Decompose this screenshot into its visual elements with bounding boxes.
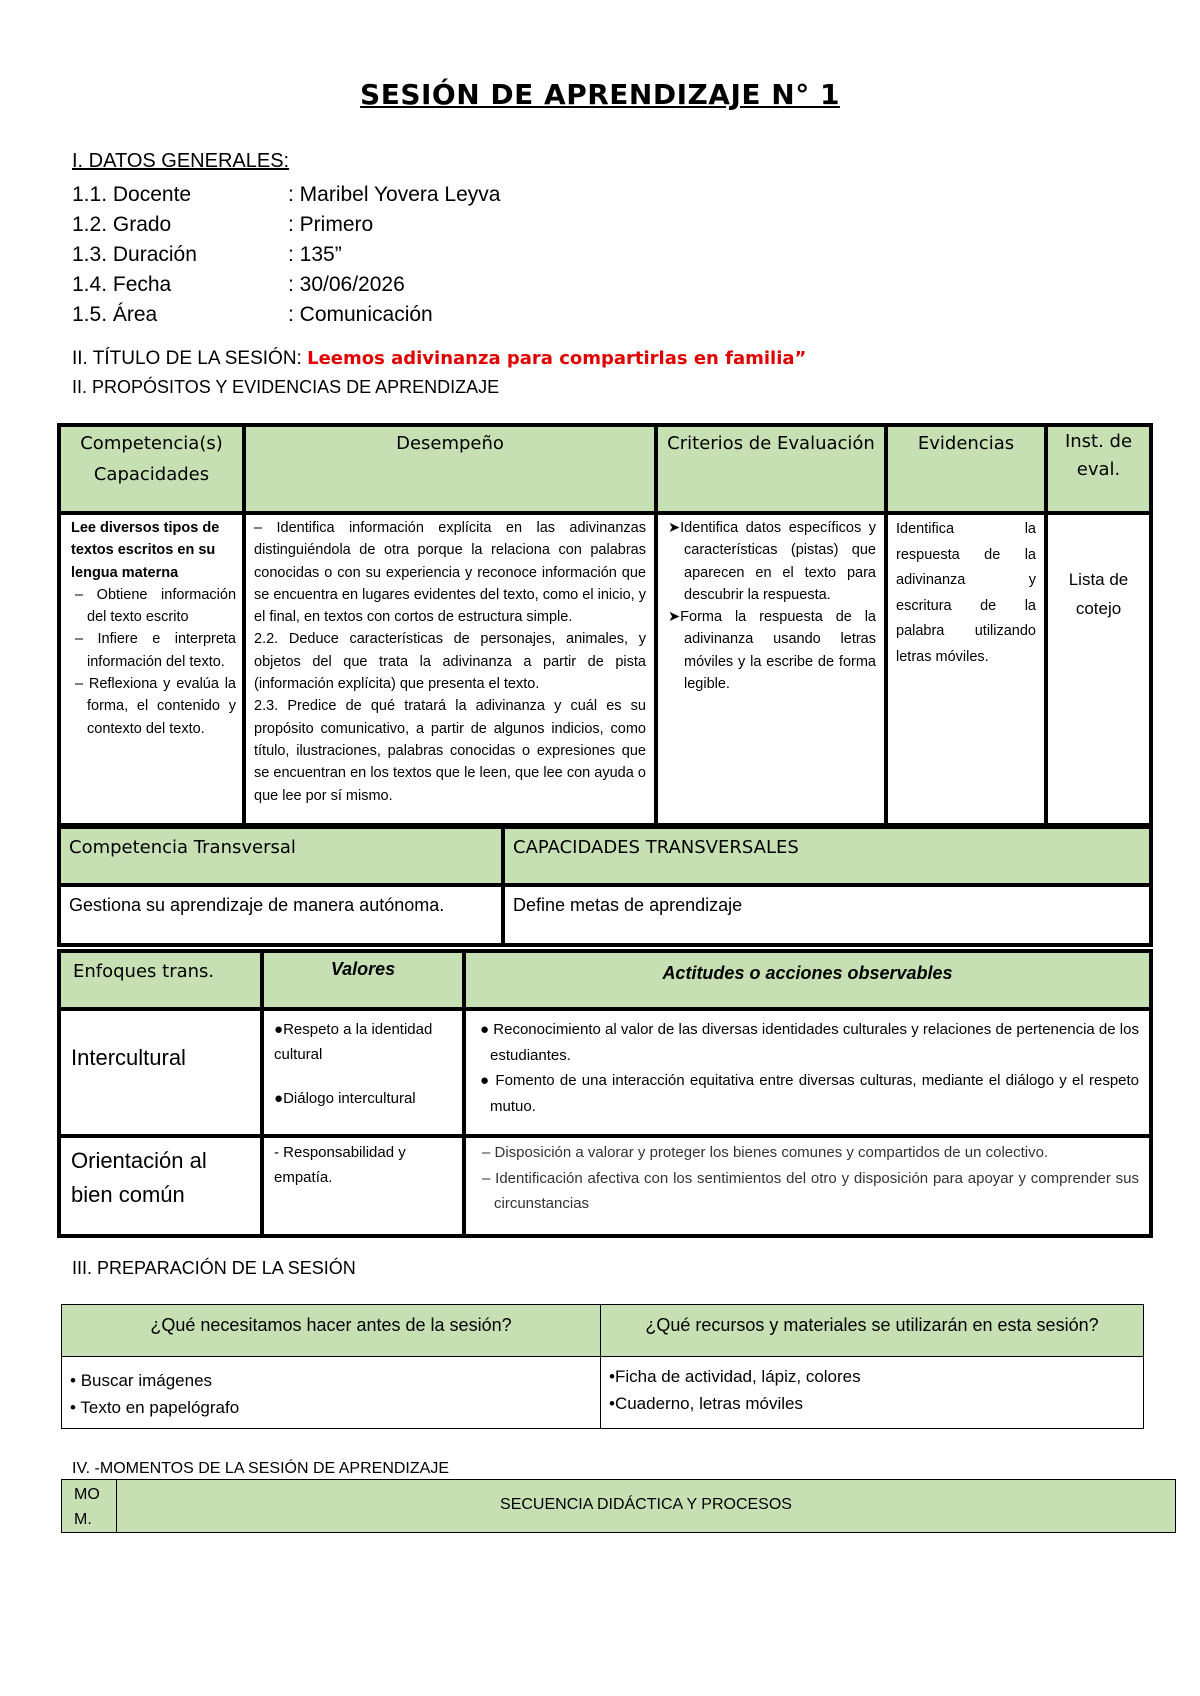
header-evidencias: Evidencias [886, 425, 1046, 513]
datos-value: : 30/06/2026 [288, 273, 405, 296]
valor-text: Diálogo intercultural [283, 1090, 416, 1107]
enfoque-intercultural: Intercultural [59, 1009, 262, 1136]
header-criterios: Criterios de Evaluación [656, 425, 886, 513]
preparacion-a1 [62, 1357, 601, 1429]
arrow-bullet-icon: ➤ [668, 520, 681, 536]
actitud-item: ● Reconocimiento al valor de las diversas identidades culturales y relaciones de pertenencia de los estudiantes. [480, 1021, 1139, 1064]
datos-value: : Maribel Yovera Leyva [288, 183, 501, 206]
enfoque-bien-comun: Orientación al bien común [59, 1136, 262, 1236]
criterios-cell [656, 513, 886, 825]
preparacion-item-text: Ficha de actividad, lápiz, colores [614, 1367, 861, 1386]
capacidad-text: Infiere e interpreta información del texto. [87, 631, 236, 670]
enfoques-table [57, 949, 1153, 1238]
transversal-table [57, 825, 1153, 947]
preparacion-item: •Cuaderno, letras móviles [609, 1394, 803, 1413]
capacidad-transversal-value: Define metas de aprendizaje [503, 885, 1151, 945]
preparacion-item: •Ficha de actividad, lápiz, colores [609, 1367, 861, 1386]
momentos-heading: IV. -MOMENTOS DE LA SESIÓN DE APRENDIZAJE [72, 1460, 449, 1477]
actitud-text: Fomento de una interacción equitativa entre diversas culturas, mediante el diálogo y el respeto mutuo. [490, 1072, 1140, 1115]
competencia-title: Lee diversos tipos de textos escritos en su lengua materna [71, 520, 220, 581]
valor-text: Respeto a la identidad cultural [274, 1021, 433, 1063]
desempeno-cell [244, 513, 656, 825]
desempeno-item: 2.2. Deduce características de personajes, animales, y objetos del que trata la adivinanza a partir de pista (información explícita) que presenta el texto. [254, 631, 646, 693]
datos-label: 1.4. Fecha [72, 273, 172, 296]
actitud-item: ● Fomento de una interacción equitativa entre diversas culturas, mediante el diálogo y el respeto mutuo. [480, 1072, 1140, 1115]
criterio-item [666, 517, 876, 606]
capacidad-text: Obtiene información del texto escrito [87, 586, 237, 626]
preparacion-item-text: Texto en papelógrafo [80, 1398, 240, 1417]
valor-item: ●Respeto a la identidad cultural [274, 1021, 433, 1063]
preparacion-q1: ¿Qué necesitamos hacer antes de la sesión? [62, 1305, 601, 1357]
capacidades-list [71, 584, 236, 740]
criterio-text: Identifica datos específicos y características (pistas) que aparecen en el texto para descubrir la respuesta. [680, 520, 876, 603]
capacidad-item: – Reflexiona y evalúa la forma, el contenido y contexto del texto. [75, 676, 236, 737]
datos-list [72, 180, 672, 330]
preparacion-q2: ¿Qué recursos y materiales se utilizarán en esta sesión? [601, 1305, 1144, 1357]
capacidad-item: – Obtiene información del texto escrito [75, 586, 237, 626]
datos-row [72, 240, 672, 270]
momentos-table [61, 1479, 1176, 1533]
valores-cell: - Responsabilidad y empatía. [262, 1136, 464, 1236]
arrow-bullet-icon: ➤ [668, 609, 681, 626]
preparacion-item: • Buscar imágenes [70, 1371, 213, 1390]
actitud-text: Reconocimiento al valor de las diversas identidades culturales y relaciones de pertenencia de los estudiantes. [490, 1021, 1139, 1064]
datos-heading: I. DATOS GENERALES: [72, 150, 290, 172]
propositos-heading: II. PROPÓSITOS Y EVIDENCIAS DE APRENDIZAJE [72, 377, 500, 397]
competencias-table [57, 423, 1153, 827]
datos-value: : Primero [288, 213, 374, 236]
instrumento-cell: Lista de cotejo [1046, 513, 1151, 825]
actitud-item: – Disposición a valorar y proteger los bienes comunes y compartidos de un colectivo. [482, 1144, 1049, 1161]
datos-label: 1.1. Docente [72, 183, 192, 206]
capacidad-item: – Infiere e interpreta información del texto. [75, 631, 236, 670]
header-competencia: Competencia(s) Capacidades [59, 425, 244, 513]
capacidad-text: Reflexiona y evalúa la forma, el contenido y contexto del texto. [87, 676, 236, 737]
momentos-col2: SECUENCIA DIDÁCTICA Y PROCESOS [117, 1480, 1176, 1533]
competencia-transversal-header: Competencia Transversal [59, 827, 503, 885]
actitud-item: – Identificación afectiva con los sentimientos del otro y disposición para apoyar y comprender sus circunstancias [482, 1169, 1139, 1212]
criterio-item [666, 606, 876, 695]
actitudes-cell [464, 1136, 1151, 1236]
datos-value: : 135” [288, 243, 342, 266]
datos-label: 1.5. Área [72, 303, 158, 326]
datos-row [72, 180, 672, 210]
preparacion-table [61, 1304, 1144, 1429]
desempeno-item: 2.3. Predice de qué tratará la adivinanza y cuál es su propósito comunicativo, a partir de algunos indicios, como título, ilustraciones, palabras conocidas o expresiones que se encuentran en los textos que le leen, que lee con ayuda o que lee por sí mismo. [254, 698, 646, 804]
session-title-label: II. TÍTULO DE LA SESIÓN: [72, 348, 302, 369]
document-title: SESIÓN DE APRENDIZAJE N° 1 [360, 78, 840, 111]
session-title-line [72, 348, 806, 370]
preparacion-heading: III. PREPARACIÓN DE LA SESIÓN [72, 1258, 356, 1278]
actitudes-cell [464, 1009, 1151, 1136]
criterios-list [666, 517, 876, 695]
valores-header: Valores [262, 951, 464, 1009]
actitud-text: Disposición a valorar y proteger los bienes comunes y compartidos de un colectivo. [494, 1144, 1049, 1161]
competencia-transversal-value: Gestiona su aprendizaje de manera autónoma. [59, 885, 503, 945]
evidencias-cell: Identifica la respuesta de la adivinanza y escritura de la palabra utilizando letras móviles. [886, 513, 1046, 825]
header-instrumento: Inst. de eval. [1046, 425, 1151, 513]
session-title-value: Leemos adivinanza para compartirlas en familia” [307, 348, 807, 369]
datos-label: 1.2. Grado [72, 213, 172, 236]
criterio-text: Forma la respuesta de la adivinanza usando letras móviles y la escribe de forma legible. [680, 609, 876, 693]
preparacion-item: • Texto en papelógrafo [70, 1398, 240, 1417]
datos-row [72, 210, 672, 240]
momentos-col1: MO M. [62, 1480, 117, 1533]
enfoque-header: Enfoques trans. [59, 951, 262, 1009]
preparacion-a2 [601, 1357, 1144, 1429]
valores-cell [262, 1009, 464, 1136]
preparacion-item-text: Buscar imágenes [80, 1371, 213, 1390]
desempeno-item: – Identifica información explícita en las adivinanzas distinguiéndola de otra porque la relaciona con palabras conocidas o con su experiencia y reconoce información que se encuentra en lugares evidentes del texto, como el inicio, y el final, en textos con cortos de estructura simple. [254, 520, 646, 626]
datos-row [72, 270, 672, 300]
actitud-text: Identificación afectiva con los sentimientos del otro y disposición para apoyar y comprender sus circunstancias [494, 1169, 1139, 1212]
header-desempeno: Desempeño [244, 425, 656, 513]
datos-label: 1.3. Duración [72, 243, 197, 266]
datos-value: : Comunicación [288, 303, 433, 326]
datos-row [72, 300, 672, 330]
capacidades-transversales-header: CAPACIDADES TRANSVERSALES [503, 827, 1151, 885]
actitudes-header: Actitudes o acciones observables [464, 951, 1151, 1009]
preparacion-item-text: Cuaderno, letras móviles [614, 1394, 803, 1413]
competencia-cell [59, 513, 244, 825]
valor-item: ●Diálogo intercultural [274, 1090, 416, 1107]
